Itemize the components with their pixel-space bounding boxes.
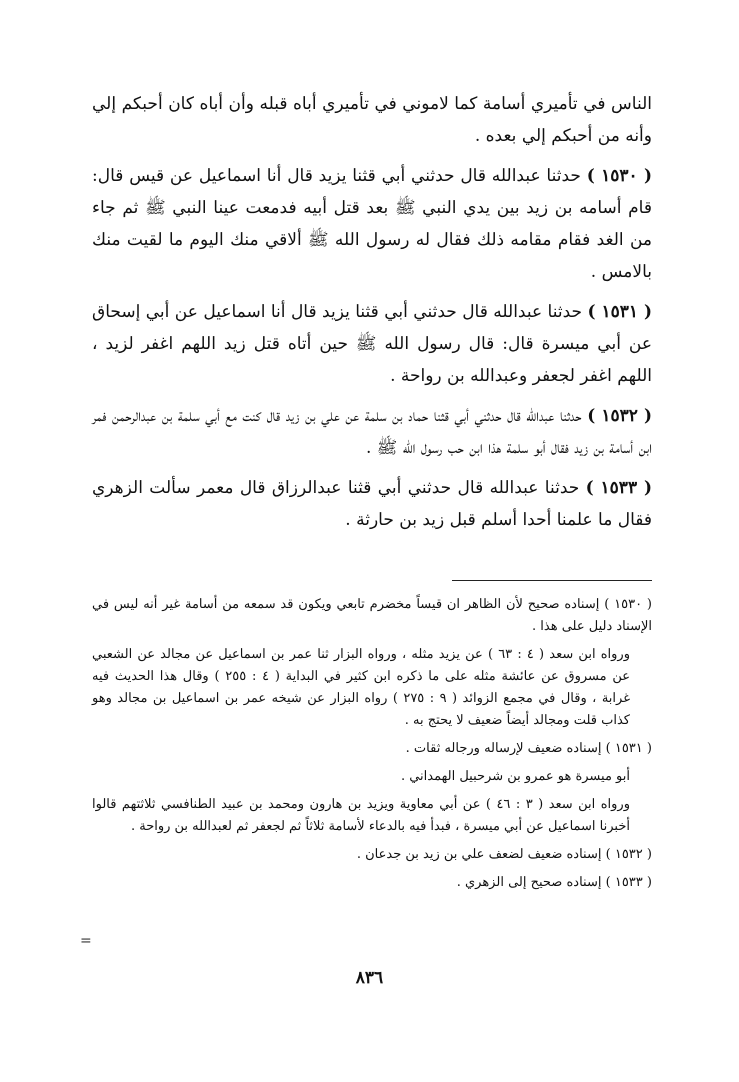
footnote-number: ( ١٥٣٠ )	[604, 597, 652, 612]
footnote-number: ( ١٥٣٢ )	[605, 847, 652, 862]
hadith-text: حدثنا عبدالله قال حدثني أبي قثنا حماد بن سلمة عن علي بن زيد قال كنت مع أبي سلمة بن عبدالرحمن فمر ابن أسامة بن زيد فقال أبو سلمة هذا ابن حب رسول الله ﷺ .	[92, 406, 652, 458]
footnote-1531-continued	[92, 794, 652, 838]
hadith-number: ( ١٥٣٣ )	[585, 478, 652, 498]
hadith-number: ( ١٥٣١ )	[587, 302, 653, 322]
main-text	[92, 88, 652, 544]
footnote-text: إسناده صحيح لأن الظاهر ان قيساً مخضرم تابعي ويكون قد سمعه من أسامة غير أنه ليس في الإسناد دليل على هذا .	[92, 597, 652, 634]
footnote-1531-narrator	[92, 766, 652, 788]
footnote-text: إسناده ضعيف لإرساله ورجاله ثقات .	[405, 741, 602, 756]
hadith-text: حدثنا عبدالله قال حدثني أبي قثنا عبدالرزاق قال معمر سألت الزهري فقال ما علمنا أحدا أسلم قبل زيد بن حارثة .	[92, 478, 652, 530]
footnote-1531	[92, 738, 652, 760]
footnote-number: ( ١٥٣١ )	[605, 741, 652, 756]
footnote-1530	[92, 594, 652, 638]
footnote-text: ورواه ابن سعد ( ٤ : ٦٣ ) عن يزيد مثله ، ورواه البزار ثنا عمر بن اسماعيل عن مجالد عن الشعبي عن مسروق عن عائشة مثله على ما ذكره ابن كثير في البداية ( ٤ : ٢٥٥ ) وقال هذا الحديث فيه غرابة ، وقال في مجمع الزوائد ( ٩ : ٢٧٥ ) رواه البزار عن شيخه عمر بن اسماعيل بن مجالد وهو كذاب قلت ومجالد أيضاً ضعيف لا يحتج به .	[92, 647, 630, 728]
intro-paragraph: الناس في تأميري أسامة كما لاموني في تأميري أباه قبله وأن أباه كان أحبكم إلي وأنه من أحبكم إلي بعده .	[92, 94, 652, 146]
footnote-1532	[92, 844, 652, 866]
footnote-divider	[452, 580, 652, 581]
page-number: ٨٣٦	[355, 968, 384, 988]
footnote-text: إسناده صحيح إلى الزهري .	[456, 875, 602, 890]
footnote-text: أبو ميسرة هو عمرو بن شرحبيل الهمداني .	[400, 769, 630, 784]
hadith-text: حدثنا عبدالله قال حدثني أبي قثنا يزيد قال أنا اسماعيل عن أبي إسحاق عن أبي ميسرة قال: قال رسول الله ﷺ حين أتاه قتل زيد اللهم اغفر لزيد ، اللهم اغفر لجعفر وعبدالله بن رواحة .	[92, 302, 652, 386]
footnote-1533	[92, 872, 652, 894]
hadith-number: ( ١٥٣٠ )	[586, 166, 652, 186]
footnote-text: إسناده ضعيف لضعف علي بن زيد بن جدعان .	[356, 847, 602, 862]
margin-mark: =	[80, 933, 92, 949]
footnote-1530-continued	[92, 644, 652, 732]
footnote-number: ( ١٥٣٣ )	[605, 875, 652, 890]
hadith-number: ( ١٥٣٢ )	[587, 406, 652, 426]
hadith-1531	[92, 296, 652, 392]
footnote-text: ورواه ابن سعد ( ٣ : ٤٦ ) عن أبي معاوية ويزيد بن هارون ومحمد بن عبيد الطنافسي ثلاثتهم قالوا أخبرنا اسماعيل عن أبي ميسرة ، فبدأ فيه بالدعاء لأسامة ثلاثاً ثم لجعفر ثم لعبدالله بن رواحة .	[92, 797, 630, 834]
footnotes	[92, 594, 652, 900]
hadith-text: حدثنا عبدالله قال حدثني أبي قثنا يزيد قال أنا اسماعيل عن قيس قال: قام أسامه بن زيد بين يدي النبي ﷺ بعد قتل أبيه فدمعت عينا النبي ﷺ ثم جاء من الغد فقام مقامه ذلك فقال له رسول الله ﷺ ألاقي منك اليوم ما لقيت منك بالامس .	[92, 166, 652, 282]
hadith-1530	[92, 160, 652, 288]
hadith-1532	[92, 400, 652, 464]
hadith-1533	[92, 472, 652, 536]
